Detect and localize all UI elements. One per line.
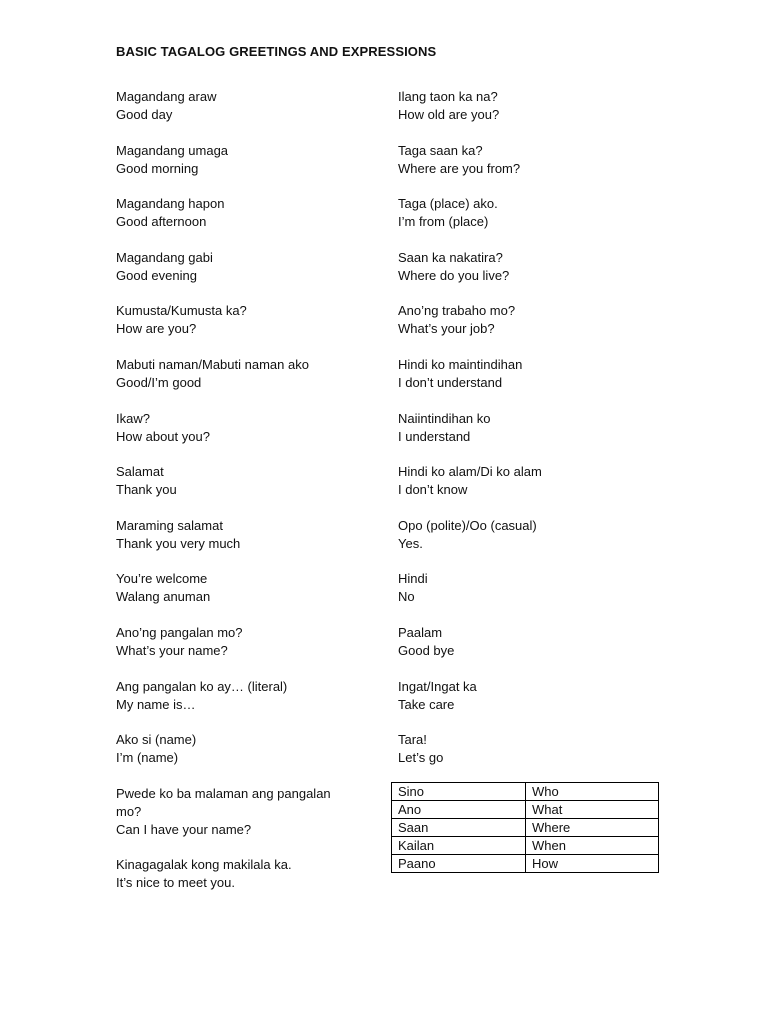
phrase-line: I don’t know bbox=[398, 482, 468, 498]
phrase-entry bbox=[116, 463, 386, 517]
phrase-line: Can I have your name? bbox=[116, 821, 252, 837]
phrase-line: Taga saan ka? bbox=[398, 142, 483, 158]
phrase-entry bbox=[398, 517, 668, 571]
phrase-entry bbox=[398, 624, 668, 678]
phrase-line: I don’t understand bbox=[398, 374, 503, 390]
phrase-entry bbox=[398, 678, 668, 732]
question-words-table bbox=[391, 782, 659, 873]
phrase-entry bbox=[398, 195, 668, 249]
phrase-line: Salamat bbox=[116, 464, 164, 480]
phrase-entry bbox=[116, 249, 386, 303]
phrase-line: Hindi ko maintindihan bbox=[398, 356, 523, 372]
phrase-entry bbox=[116, 624, 386, 678]
phrase-line: Ang pangalan ko ay… (literal) bbox=[116, 678, 288, 694]
phrase-line: Taga (place) ako. bbox=[398, 196, 498, 212]
phrase-line: Ako si (name) bbox=[116, 732, 197, 748]
tagalog-word-cell: Sino bbox=[392, 783, 526, 801]
phrase-line: Walang anuman bbox=[116, 589, 211, 605]
document-title: BASIC TAGALOG GREETINGS AND EXPRESSIONS bbox=[116, 44, 437, 59]
phrase-line: Kumusta/Kumusta ka? bbox=[116, 303, 247, 319]
phrase-entry bbox=[398, 731, 668, 785]
phrase-line: Tara! bbox=[398, 732, 427, 748]
phrase-entry bbox=[116, 302, 386, 356]
phrase-entry bbox=[398, 410, 668, 464]
phrase-line: I’m from (place) bbox=[398, 214, 489, 230]
phrase-entry bbox=[116, 731, 386, 785]
phrase-entry bbox=[398, 142, 668, 196]
phrase-line: Good bye bbox=[398, 642, 455, 658]
phrase-line: Thank you bbox=[116, 482, 177, 498]
phrase-line: You’re welcome bbox=[116, 571, 208, 587]
phrase-line: No bbox=[398, 589, 415, 605]
phrase-line: Ikaw? bbox=[116, 410, 150, 426]
phrase-line: Where are you from? bbox=[398, 160, 521, 176]
phrase-entry bbox=[116, 856, 386, 910]
right-phrase-column bbox=[398, 88, 668, 785]
tagalog-word-cell: Ano bbox=[392, 801, 526, 819]
phrase-entry bbox=[116, 356, 386, 410]
phrase-line: I’m (name) bbox=[116, 750, 179, 766]
tagalog-word-cell: Kailan bbox=[392, 837, 526, 855]
phrase-line: Saan ka nakatira? bbox=[398, 249, 503, 265]
english-word-cell: Who bbox=[526, 783, 659, 801]
phrase-line: Hindi ko alam/Di ko alam bbox=[398, 464, 542, 480]
phrase-line: Kinagagalak kong makilala ka. bbox=[116, 856, 292, 872]
phrase-line: What’s your job? bbox=[398, 321, 495, 337]
english-word-cell: When bbox=[526, 837, 659, 855]
phrase-entry bbox=[398, 570, 668, 624]
phrase-entry bbox=[398, 88, 668, 142]
phrase-line: Mabuti naman/Mabuti naman ako bbox=[116, 356, 309, 372]
phrase-line: Yes. bbox=[398, 535, 423, 551]
phrase-line: Take care bbox=[398, 696, 455, 712]
phrase-entry bbox=[116, 142, 386, 196]
phrase-entry bbox=[116, 410, 386, 464]
phrase-line: Paalam bbox=[398, 624, 443, 640]
phrase-line: Hindi bbox=[398, 571, 428, 587]
phrase-line: What’s your name? bbox=[116, 642, 228, 658]
english-word-cell: Where bbox=[526, 819, 659, 837]
phrase-entry bbox=[116, 517, 386, 571]
phrase-line: Magandang araw bbox=[116, 89, 217, 104]
phrase-line: How old are you? bbox=[398, 107, 500, 122]
phrase-entry bbox=[116, 195, 386, 249]
phrase-line: Magandang hapon bbox=[116, 196, 225, 212]
phrase-line: Good evening bbox=[116, 267, 197, 283]
phrase-entry bbox=[116, 88, 386, 142]
phrase-line: Where do you live? bbox=[398, 267, 510, 283]
english-word-cell: How bbox=[526, 855, 659, 873]
phrase-line: Ano’ng pangalan mo? bbox=[116, 624, 243, 640]
phrase-line: Good afternoon bbox=[116, 214, 207, 230]
phrase-entry bbox=[398, 302, 668, 356]
table-row bbox=[392, 783, 659, 801]
phrase-line: Good/I’m good bbox=[116, 374, 202, 390]
phrase-line: I understand bbox=[398, 428, 471, 444]
phrase-line: Magandang gabi bbox=[116, 249, 213, 265]
phrase-entry bbox=[116, 678, 386, 732]
phrase-entry bbox=[398, 463, 668, 517]
table-row bbox=[392, 801, 659, 819]
phrase-line: Ano’ng trabaho mo? bbox=[398, 303, 516, 319]
phrase-line: How are you? bbox=[116, 321, 197, 337]
tagalog-word-cell: Paano bbox=[392, 855, 526, 873]
tagalog-word-cell: Saan bbox=[392, 819, 526, 837]
phrase-line: Opo (polite)/Oo (casual) bbox=[398, 517, 537, 533]
phrase-entry bbox=[398, 356, 668, 410]
phrase-line: Ilang taon ka na? bbox=[398, 89, 498, 104]
table-row bbox=[392, 837, 659, 855]
table-row bbox=[392, 855, 659, 873]
phrase-entry bbox=[398, 249, 668, 303]
phrase-entry bbox=[116, 570, 386, 624]
phrase-line: Naiintindihan ko bbox=[398, 410, 491, 426]
phrase-line: Thank you very much bbox=[116, 535, 241, 551]
left-phrase-column bbox=[116, 88, 386, 909]
phrase-line: Ingat/Ingat ka bbox=[398, 678, 477, 694]
phrase-line: Pwede ko ba malaman ang pangalan bbox=[116, 785, 331, 801]
phrase-entry bbox=[116, 785, 386, 856]
phrase-line: Magandang umaga bbox=[116, 142, 229, 158]
phrase-line: Maraming salamat bbox=[116, 517, 223, 533]
english-word-cell: What bbox=[526, 801, 659, 819]
phrase-line: How about you? bbox=[116, 428, 210, 444]
table-row bbox=[392, 819, 659, 837]
phrase-line: Good morning bbox=[116, 160, 199, 176]
phrase-line: It’s nice to meet you. bbox=[116, 874, 235, 890]
phrase-line: Good day bbox=[116, 107, 173, 122]
phrase-line: My name is… bbox=[116, 696, 196, 712]
phrase-line: mo? bbox=[116, 803, 142, 819]
phrase-line: Let’s go bbox=[398, 750, 444, 766]
